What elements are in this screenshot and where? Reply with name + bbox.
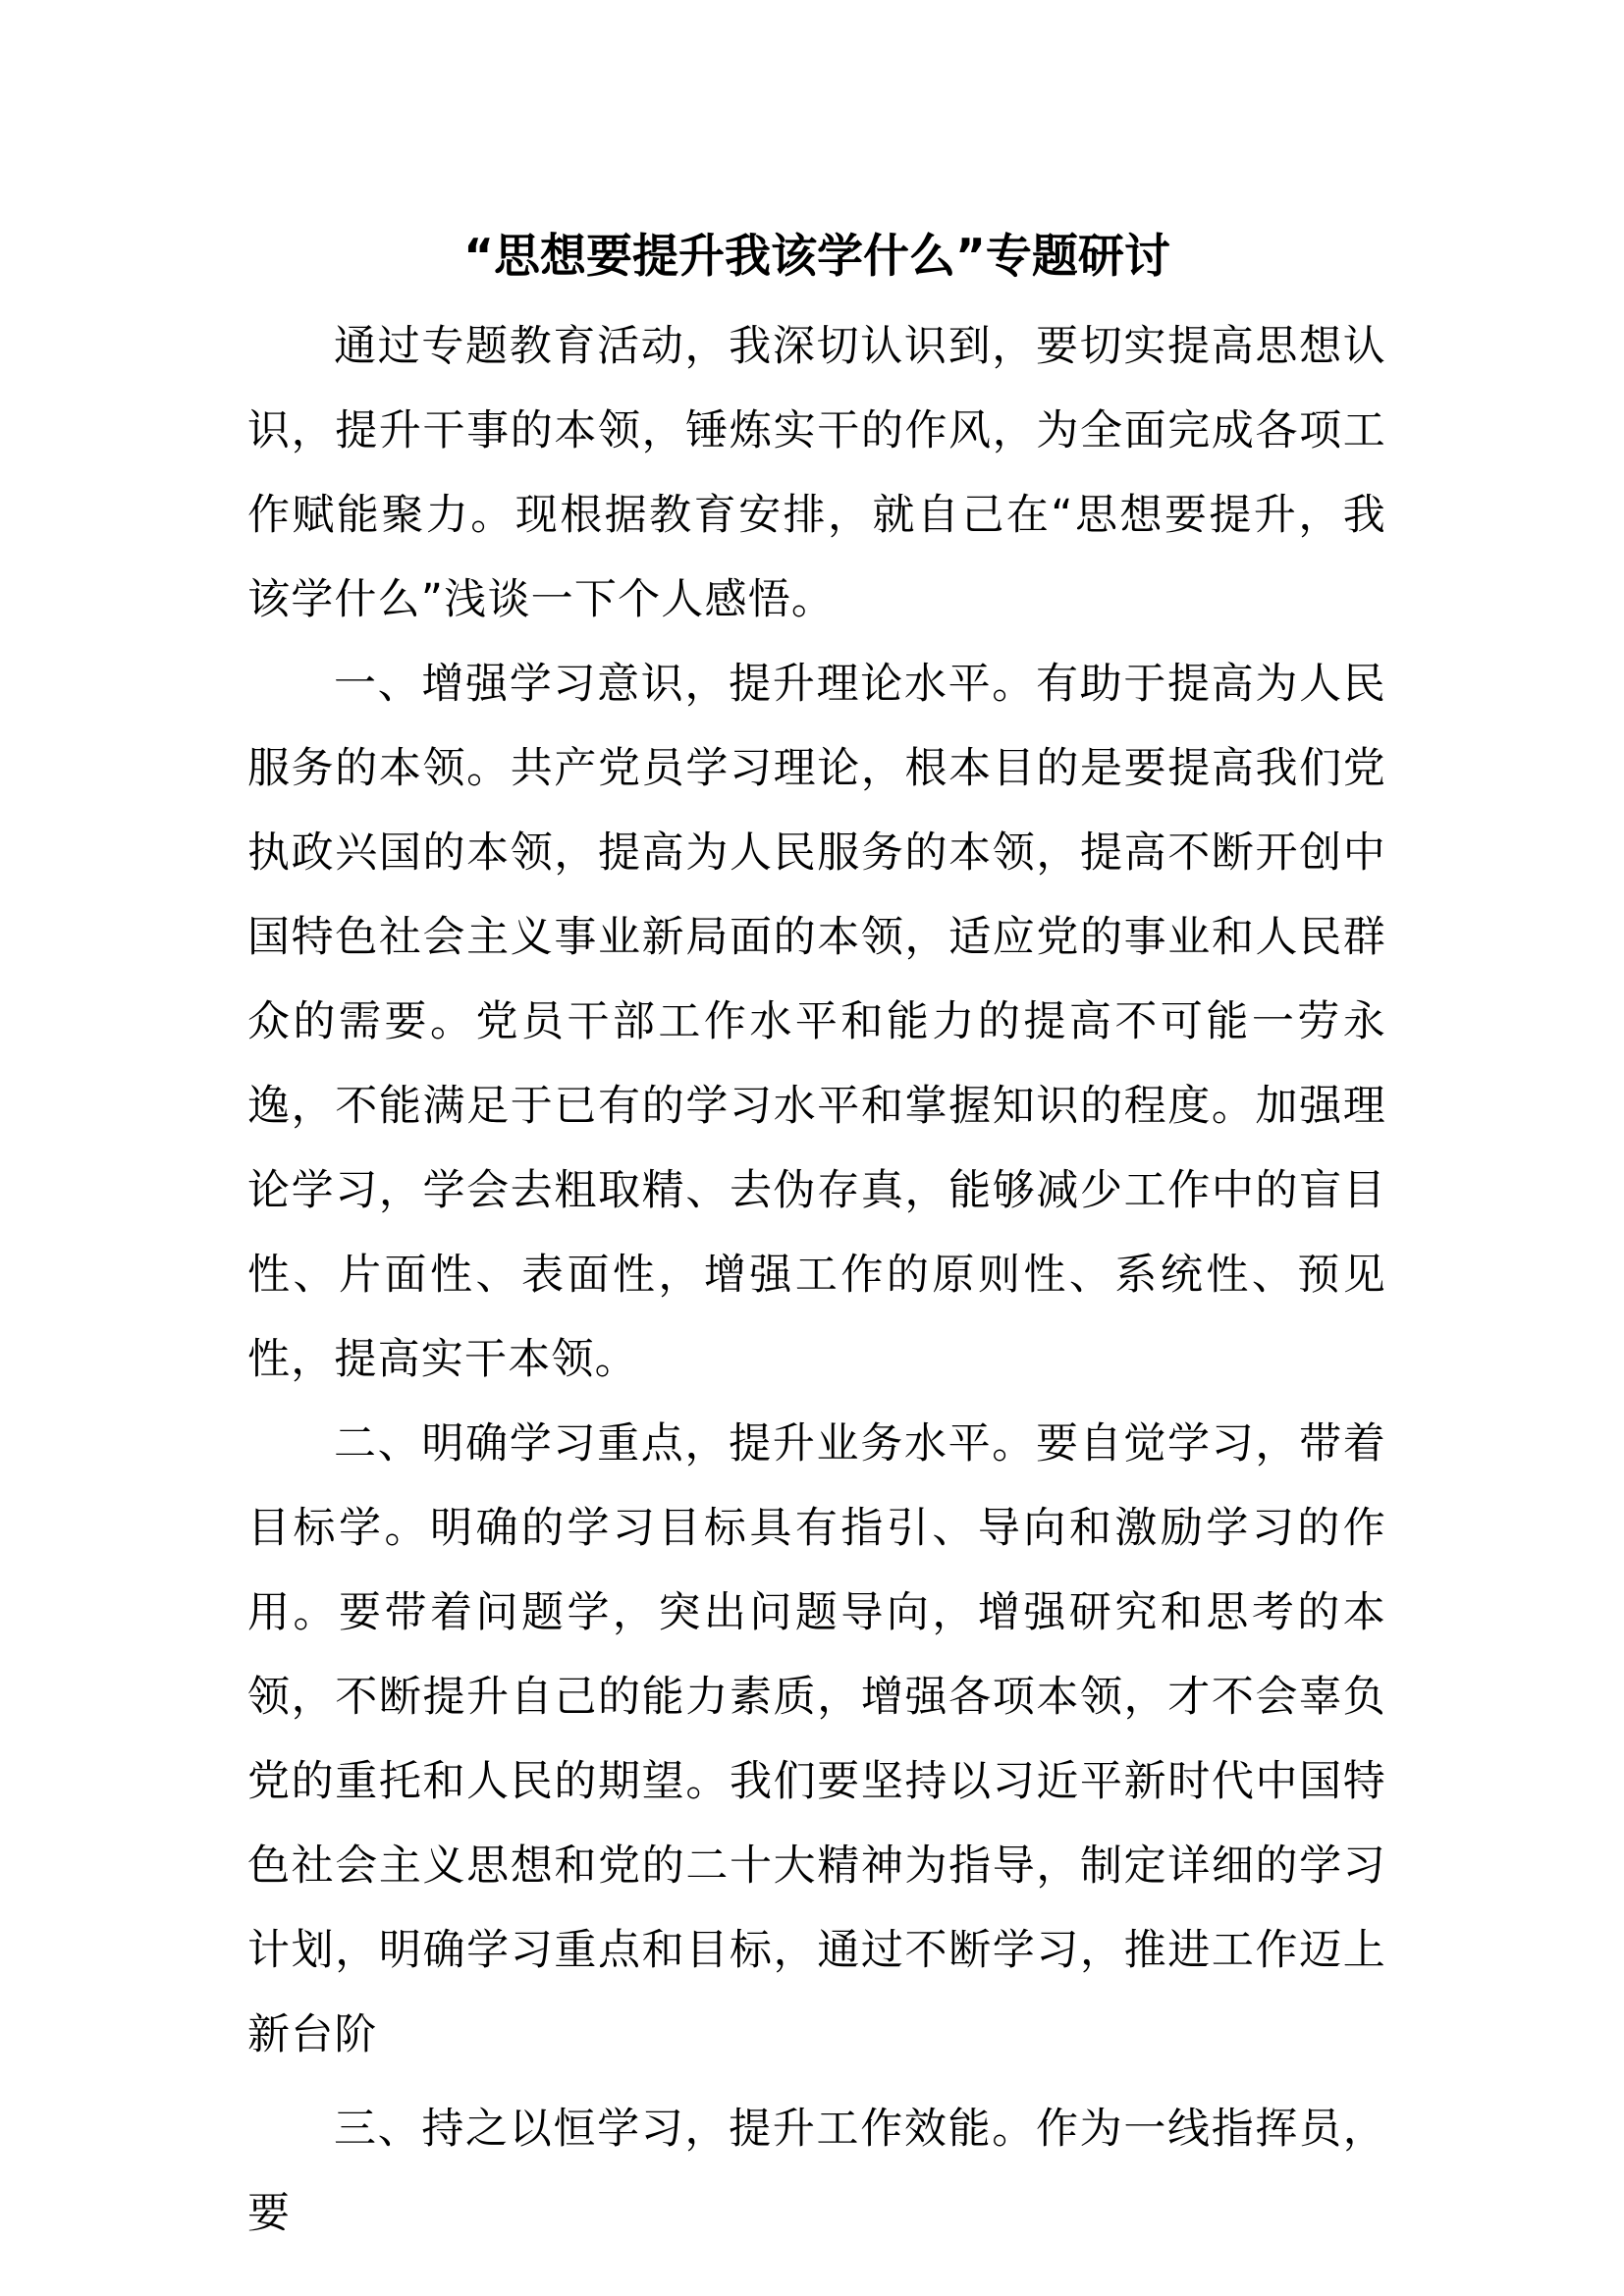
paragraph-section-2: 二、明确学习重点，提升业务水平。要自觉学习，带着目标学。明确的学习目标具有指引、导向和激励学习的作用。要带着问题学，突出问题导向，增强研究和思考的本领，不断提升自己的能力素质，增强各项本领，才不会辜负党的重托和人民的期望。我们要坚持以习近平新时代中国特色社会主义思想和党的二十大精神为指导，制定详细的学习计划，明确学习重点和目标，通过不断学习，推进工作迈上新台阶 bbox=[247, 1419, 1386, 2059]
paragraph-section-1: 一、增强学习意识，提升理论水平。有助于提高为人民服务的本领。共产党员学习理论，根本目的是要提高我们党执政兴国的本领，提高为人民服务的本领，提高不断开创中国特色社会主义事业新局面的本领，适应党的事业和人民群众的需要。党员干部工作水平和能力的提高不可能一劳永逸，不能满足于已有的学习水平和掌握知识的程度。加强理论学习，学会去粗取精、去伪存真，能够减少工作中的盲目性、片面性、表面性，增强工作的原则性、系统性、预见性，提高实干本领。 bbox=[247, 660, 1386, 1384]
paragraph-section-3: 三、持之以恒学习，提升工作效能。作为一线指挥员，要 bbox=[247, 2105, 1386, 2238]
paragraph-intro: 通过专题教育活动，我深切认识到，要切实提高思想认识，提升干事的本领，锤炼实干的作风，为全面完成各项工作赋能聚力。现根据教育安排，就自己在“思想要提升，我该学什么”浅谈一下个人感悟。 bbox=[247, 322, 1386, 624]
document-title: “思想要提升我该学什么”专题研讨 bbox=[463, 230, 1170, 284]
